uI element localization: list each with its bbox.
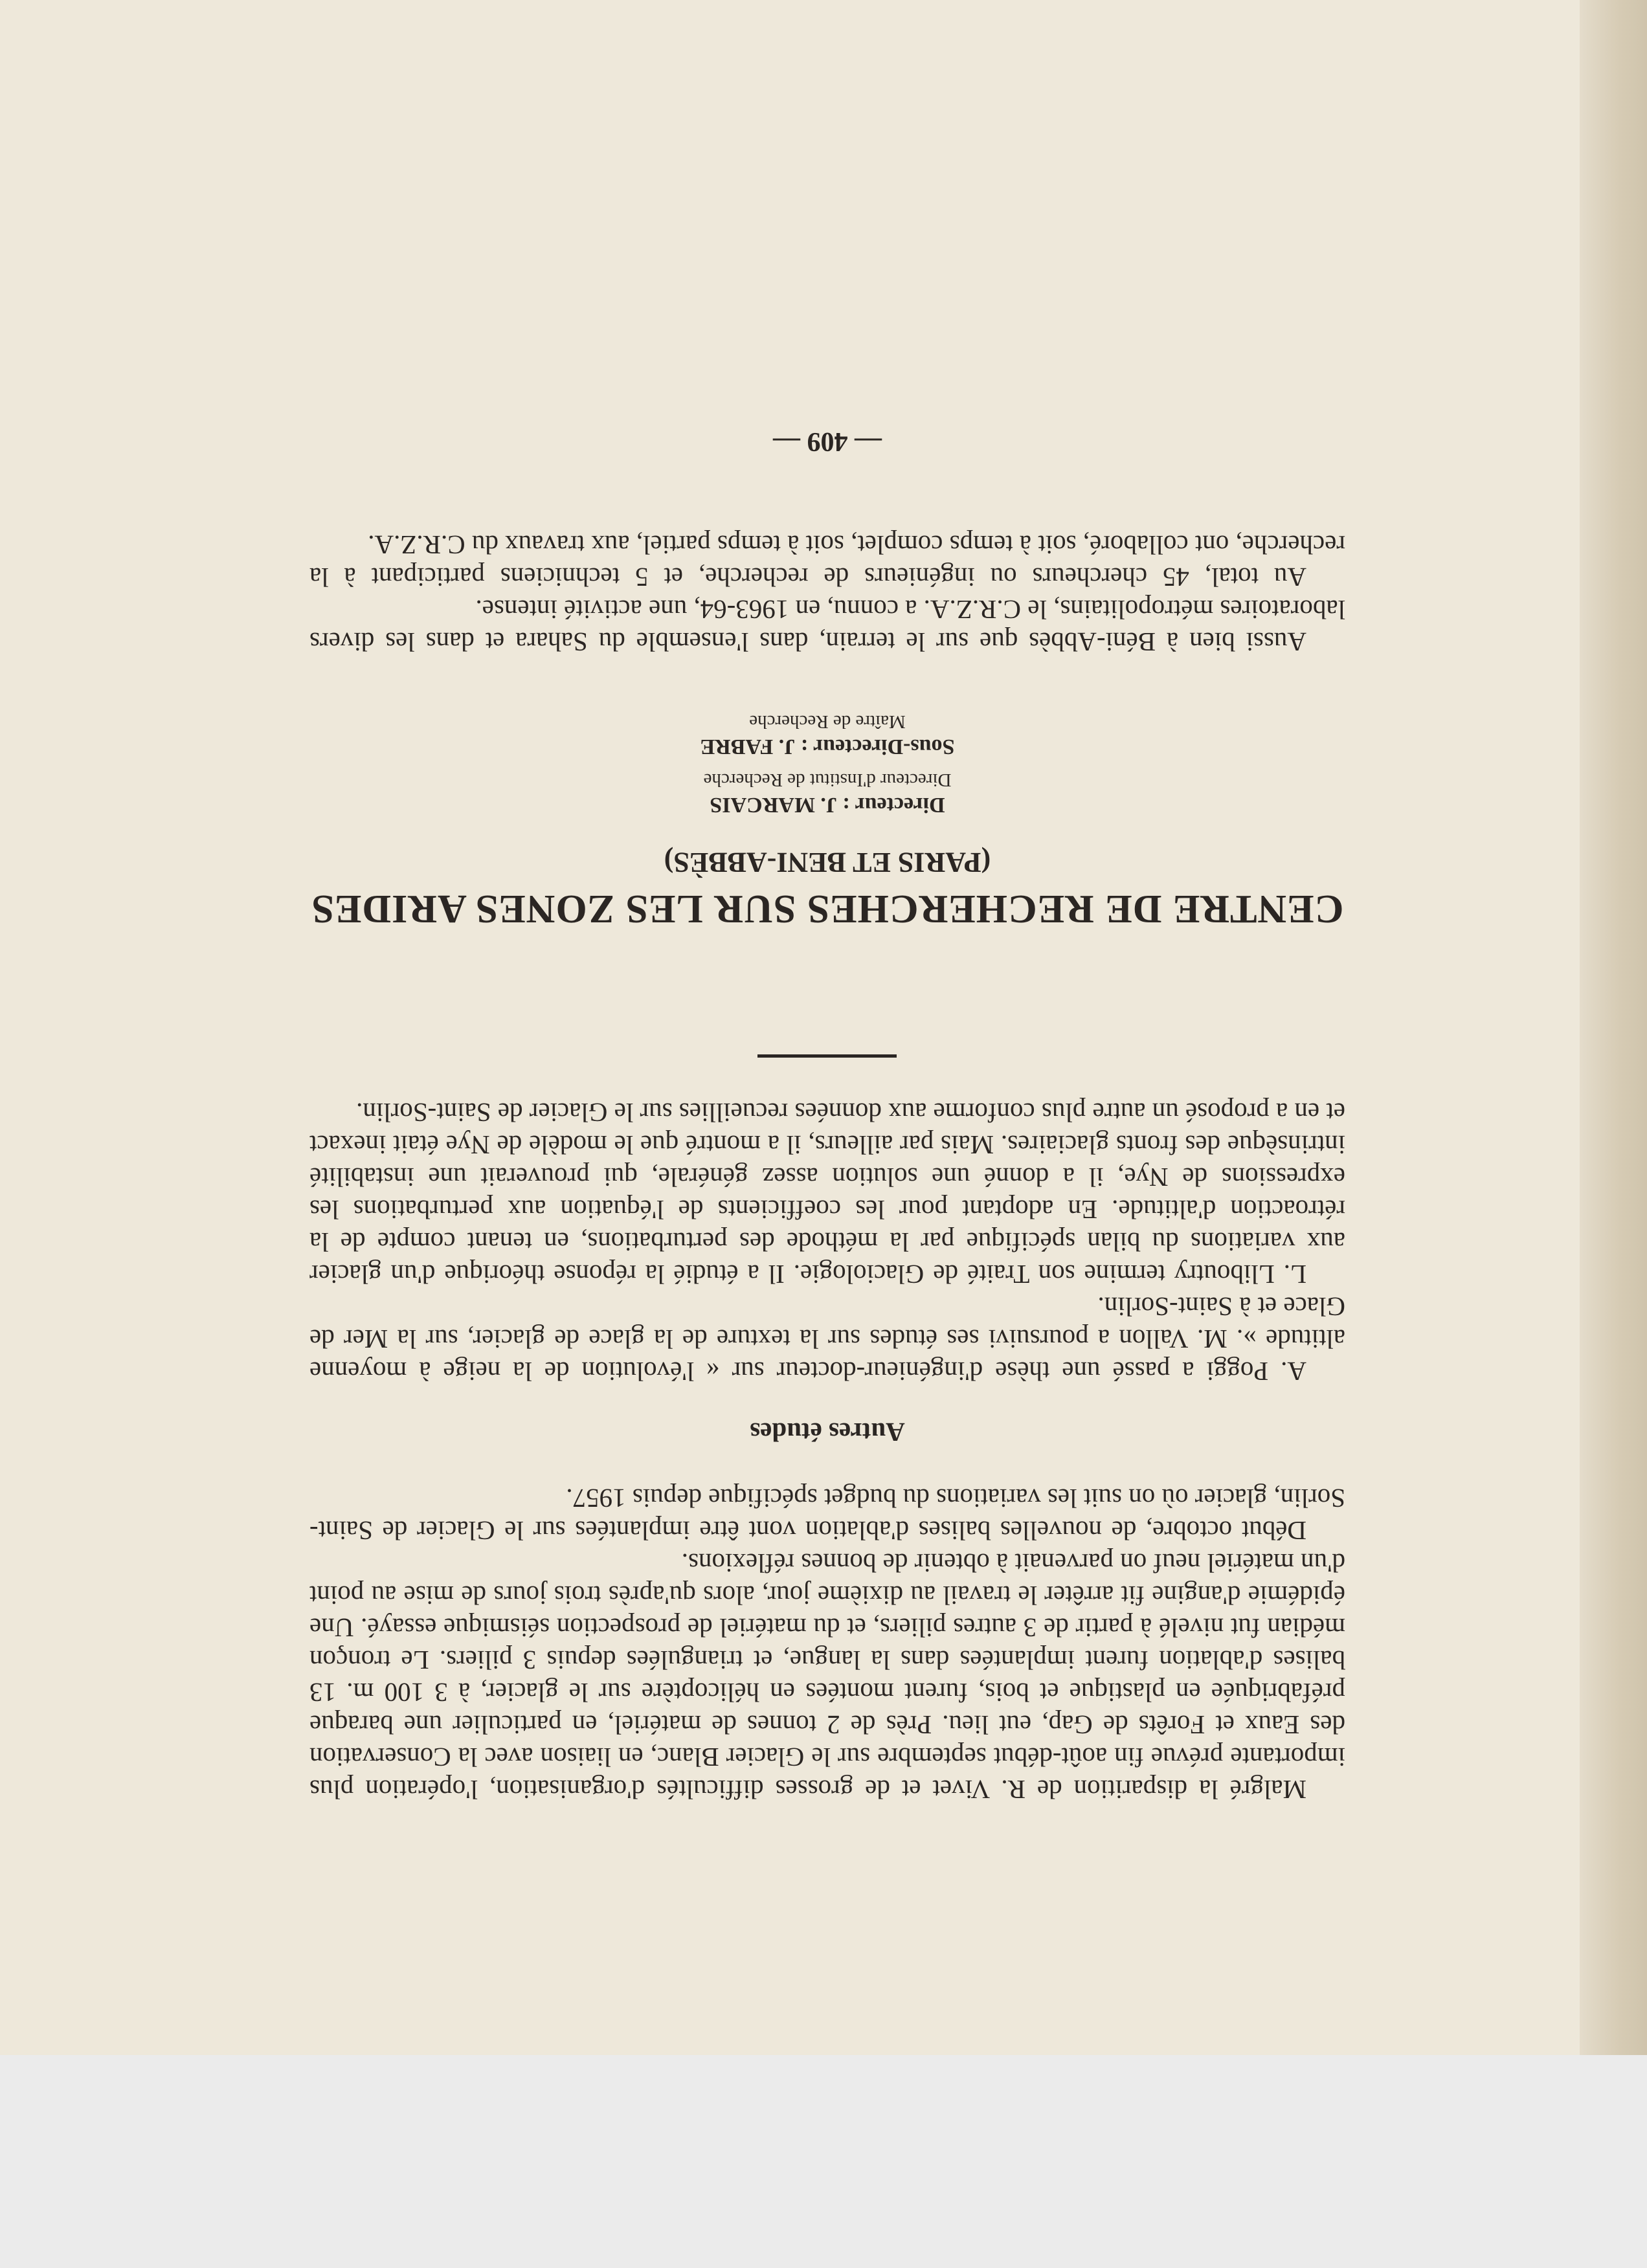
paragraph-lliboutry: L. Lliboutry termine son Traité de Glaciologie. Il a étudié la réponse théorique d'un glacier aux variations du bilan spécifique par la méthode des perturbations, en tenant compte de la rétroaction d'altitude. En adoptant pour les coefficients de l'équation aux perturbations les expressions de Nye, il a donné une solution assez générale, qui prouverait une instabilité intrinsèque des fronts glaciaires. Mais par ailleurs, il a montré que le modèle de Nye était inexact et en a proposé un autre plus conforme aux données recueillies sur le Glacier de Saint-Sorlin. — [309, 1098, 1345, 1289]
paragraph-poggi: A. Poggi a passé une thèse d'ingénieur-docteur sur « l'évolution de la neige à moyenne altitude ». M. Vallon a poursuivi ses études sur la texture de la glace de glacier, sur la Mer de Glace et à Saint-Sorlin. — [309, 1292, 1345, 1386]
paragraph-activity: Aussi bien à Béni-Abbès que sur le terrain, dans l'ensemble du Sahara et dans les divers laboratoires métropolitains, le C.R.Z.A. a connu, en 1963-64, une activité intense. — [309, 595, 1345, 657]
page-subtitle: (PARIS ET BENI-ABBÈS) — [664, 847, 991, 878]
page-number: — 409 — — [773, 427, 882, 456]
document-body — [309, 425, 1345, 1806]
paragraph-staff: Au total, 45 chercheurs ou ingénieurs de recherche, et 5 techniciens participant à la recherche, ont collaboré, soit à temps complet, soit à temps partiel, aux travaux du C.R.Z.A. — [309, 530, 1345, 592]
paragraph-glacier-blanc: Malgré la disparition de R. Vivet et de grosses difficultés d'organisation, l'opération plus importante prévue fin août-début septembre sur le Glacier Blanc, en liaison avec la Conservation des Eaux et Forêts de Gap, eut lieu. Près de 2 tonnes de matériel, en particulier une baraque préfabriquée en plastique et bois, furent montées en hélicoptère sur le glacier, à 3 100 m. 13 balises d'ablation furent implantées dans la langue, et triangulées depuis 3 piliers. Le tronçon médian fut nivelé à partir de 3 autres piliers, et du matériel de prospection séismique essayé. Une épidémie d'angine fit arrêter le travail au dixième jour, alors qu'après trois jours de mise au point d'un matériel neuf on parvenait à obtenir de bonnes réflexions. — [309, 1548, 1345, 1805]
director: Directeur : J. MARCAIS — [710, 793, 945, 817]
subdirector-rank: Maître de Recherche — [749, 711, 906, 732]
page-edge-shadow — [1580, 0, 1647, 2055]
director-rank: Directeur d'Institut de Recherche — [703, 770, 952, 790]
page-title: CENTRE DE RECHERCHES SUR LES ZONES ARIDES — [311, 887, 1344, 931]
paragraph-saint-sorlin: Début octobre, de nouvelles balises d'ablation vont être implantées sur le Glacier de Saint-Sorlin, glacier où on suit les variations du budget spécifique depuis 1957. — [309, 1484, 1345, 1546]
subdirector: Sous-Directeur : J. FABRE — [700, 735, 955, 759]
section-heading: Autres études — [750, 1418, 905, 1447]
separator-rule — [758, 1054, 897, 1058]
